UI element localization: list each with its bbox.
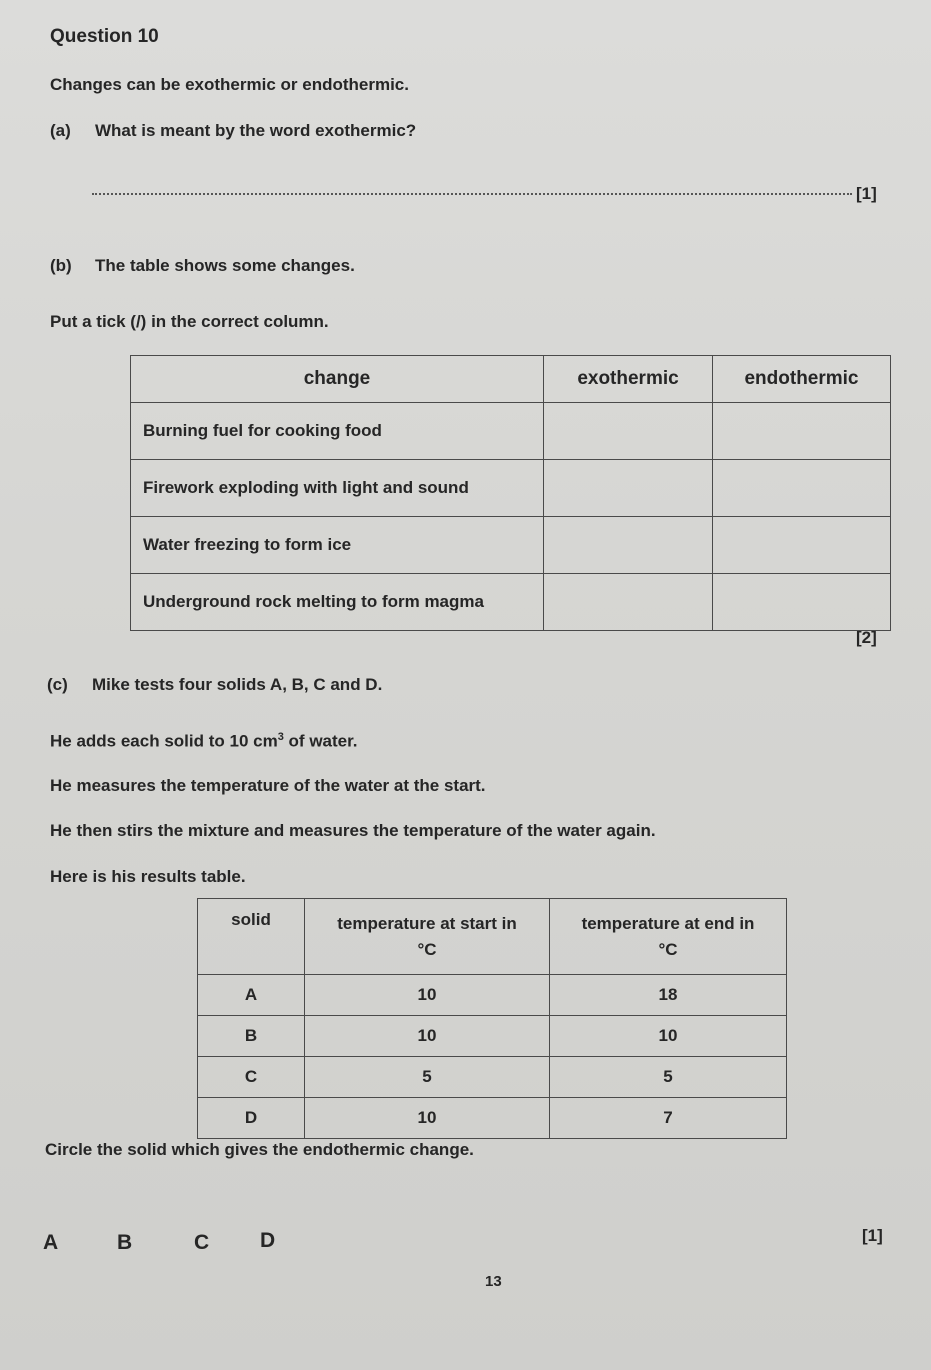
table-header-row bbox=[131, 356, 891, 403]
part-a-question bbox=[95, 121, 416, 141]
line2-suffix: of water. bbox=[283, 731, 358, 751]
part-b-marks: [2] bbox=[856, 628, 877, 647]
table-row bbox=[131, 517, 891, 574]
part-a-question-text: What is meant by the word bbox=[95, 121, 316, 140]
header-temp-end bbox=[550, 899, 787, 975]
header-temp-end-unit: °C bbox=[658, 939, 678, 959]
endothermic-tick-cell[interactable] bbox=[713, 517, 891, 574]
change-cell: Underground rock melting to form magma bbox=[131, 574, 544, 631]
temp-end-cell: 7 bbox=[550, 1098, 787, 1139]
part-c-line5: Here is his results table. bbox=[50, 867, 246, 886]
part-c-instruction: Circle the solid which gives the endothermic change. bbox=[45, 1140, 474, 1159]
part-c-line1: Mike tests four solids A, B, C and D. bbox=[92, 675, 383, 694]
option-b[interactable]: B bbox=[117, 1231, 133, 1254]
temp-start-cell: 10 bbox=[305, 1016, 550, 1057]
endothermic-tick-cell[interactable] bbox=[713, 574, 891, 631]
solid-cell: D bbox=[198, 1098, 305, 1139]
table-row bbox=[198, 1016, 787, 1057]
part-b-label: (b) bbox=[50, 256, 72, 275]
change-cell: Water freezing to form ice bbox=[131, 517, 544, 574]
answer-line[interactable] bbox=[92, 193, 852, 195]
temp-start-cell: 10 bbox=[305, 975, 550, 1016]
table-row bbox=[131, 403, 891, 460]
header-temp-start bbox=[305, 899, 550, 975]
line2-superscript: 3 bbox=[277, 731, 284, 743]
header-temp-start-unit: °C bbox=[417, 939, 437, 959]
header-exothermic: exothermic bbox=[544, 356, 713, 403]
line2-text: He adds each solid to 10 cm bbox=[50, 731, 278, 751]
part-c-marks: [1] bbox=[862, 1226, 883, 1245]
temp-start-cell: 10 bbox=[305, 1098, 550, 1139]
change-cell: Firework exploding with light and sound bbox=[131, 460, 544, 517]
table-row bbox=[198, 1098, 787, 1139]
part-b-text: The table shows some changes. bbox=[95, 256, 355, 275]
table-row bbox=[131, 574, 891, 631]
change-cell: Burning fuel for cooking food bbox=[131, 403, 544, 460]
header-endothermic: endothermic bbox=[713, 356, 891, 403]
temp-start-cell: 5 bbox=[305, 1057, 550, 1098]
part-b-instruction: Put a tick (/) in the correct column. bbox=[50, 312, 329, 331]
page-number: 13 bbox=[485, 1273, 502, 1290]
header-change: change bbox=[131, 356, 544, 403]
temp-end-cell: 18 bbox=[550, 975, 787, 1016]
question-title: Question 10 bbox=[50, 26, 159, 47]
part-a-marks: [1] bbox=[856, 184, 877, 203]
solid-cell: B bbox=[198, 1016, 305, 1057]
part-c-line4: He then stirs the mixture and measures the temperature of the water again. bbox=[50, 821, 656, 840]
solid-cell: C bbox=[198, 1057, 305, 1098]
option-c[interactable]: C bbox=[194, 1231, 210, 1254]
table-row bbox=[131, 460, 891, 517]
table-row bbox=[198, 975, 787, 1016]
option-a[interactable]: A bbox=[43, 1231, 59, 1254]
exothermic-tick-cell[interactable] bbox=[544, 403, 713, 460]
header-temp-start-text: temperature at start in bbox=[337, 913, 517, 933]
endothermic-tick-cell[interactable] bbox=[713, 460, 891, 517]
option-d[interactable]: D bbox=[260, 1229, 276, 1252]
results-table bbox=[197, 898, 787, 1139]
changes-table bbox=[130, 355, 891, 631]
temp-end-cell: 10 bbox=[550, 1016, 787, 1057]
exothermic-tick-cell[interactable] bbox=[544, 460, 713, 517]
intro-text: Changes can be exothermic or endothermic. bbox=[50, 75, 409, 94]
table-header-row bbox=[198, 899, 787, 975]
solid-cell: A bbox=[198, 975, 305, 1016]
header-solid: solid bbox=[198, 899, 305, 975]
part-a-keyword: exothermic? bbox=[315, 121, 417, 140]
part-c-line2 bbox=[50, 731, 358, 752]
part-a-label: (a) bbox=[50, 121, 71, 140]
part-c-line3: He measures the temperature of the water at the start. bbox=[50, 776, 486, 795]
exothermic-tick-cell[interactable] bbox=[544, 574, 713, 631]
table-row bbox=[198, 1057, 787, 1098]
header-temp-end-text: temperature at end in bbox=[581, 913, 755, 933]
exothermic-tick-cell[interactable] bbox=[544, 517, 713, 574]
part-c-label: (c) bbox=[47, 675, 68, 694]
endothermic-tick-cell[interactable] bbox=[713, 403, 891, 460]
temp-end-cell: 5 bbox=[550, 1057, 787, 1098]
